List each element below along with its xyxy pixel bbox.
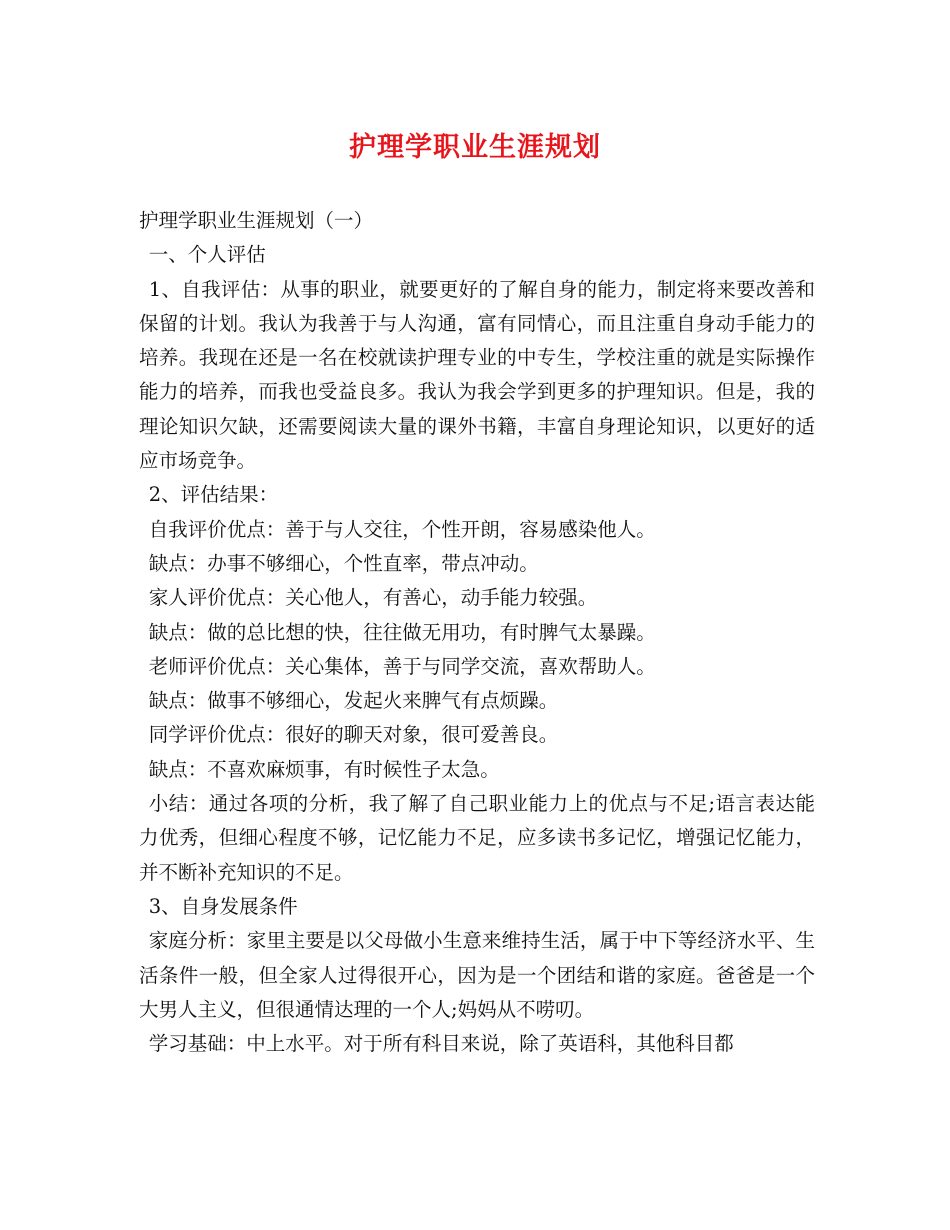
paragraph: 家庭分析：家里主要是以父母做小生意来维持生活，属于中下等经济水平、生活条件一般，但全家人过得很开心，因为是一个团结和谐的家庭。爸爸是一个大男人主义，但很通情达理的一个人;妈妈从不唠叨。	[139, 929, 815, 1021]
paragraph: 1、自我评估：从事的职业，就要更好的了解自身的能力，制定将来要改善和保留的计划。我认为我善于与人沟通，富有同情心，而且注重自身动手能力的培养。我现在还是一名在校就读护理专业的中专生，学校注重的就是实际操作能力的培养，而我也受益良多。我认为我会学到更多的护理知识。但是，我的理论知识欠缺，还需要阅读大量的课外书籍，丰富自身理论知识，以更好的适应市场竞争。	[139, 277, 815, 473]
paragraph: 同学评价优点：很好的聊天对象，很可爱善良。	[148, 723, 559, 747]
subsection-heading: 一、个人评估	[148, 243, 266, 267]
paragraph: 自我评价优点：善于与人交往，个性开朗，容易感染他人。	[148, 517, 656, 541]
document-body	[139, 204, 815, 1061]
paragraph: 小结：通过各项的分析，我了解了自己职业能力上的优点与不足;语言表达能力优秀，但细心程度不够，记忆能力不足，应多读书多记忆，增强记忆能力，并不断补充知识的不足。	[139, 792, 815, 884]
paragraph: 缺点：办事不够细心，个性直率，带点冲动。	[148, 551, 539, 575]
paragraph: 家人评价优点：关心他人，有善心，动手能力较强。	[148, 586, 598, 610]
paragraph: 缺点：做事不够细心，发起火来脾气有点烦躁。	[148, 689, 559, 713]
paragraph: 3、自身发展条件	[148, 894, 298, 918]
paragraph: 缺点：做的总比想的快，往往做无用功，有时脾气太暴躁。	[148, 620, 656, 644]
document-title: 护理学职业生涯规划	[349, 132, 601, 163]
paragraph: 2、评估结果：	[148, 483, 279, 507]
paragraph: 老师评价优点：关心集体，善于与同学交流，喜欢帮助人。	[148, 654, 656, 678]
paragraph: 缺点：不喜欢麻烦事，有时候性子太急。	[148, 757, 500, 781]
section-heading: 护理学职业生涯规划（一）	[139, 209, 374, 232]
paragraph: 学习基础：中上水平。对于所有科目来说，除了英语科，其他科目都	[148, 1032, 734, 1056]
